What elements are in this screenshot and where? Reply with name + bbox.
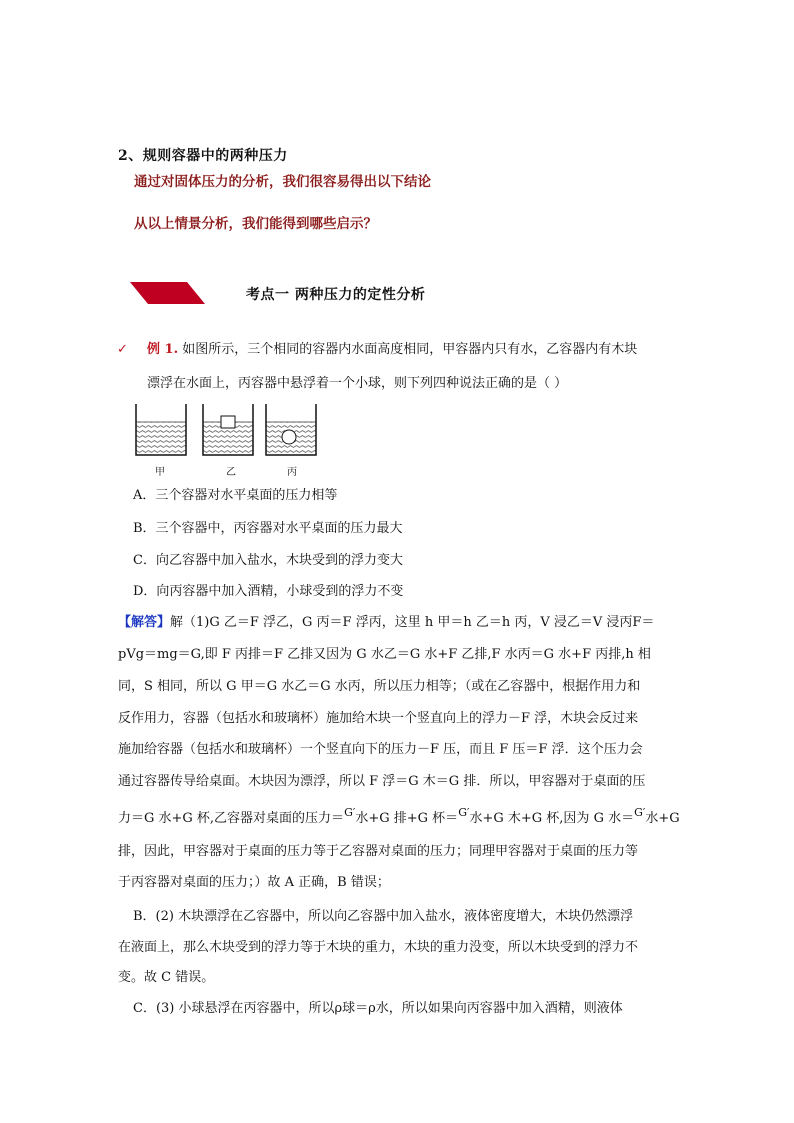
inspiration-line: 从以上情景分析，我们能得到哪些启示？ — [134, 216, 377, 232]
answer-line-2: pVg＝mg＝G,即 F 丙排＝F 乙排又因为 G 水乙＝G 水+F 乙排,F 水丙＝G 水+F 丙排,h 相 — [118, 647, 651, 662]
beaker-bing — [265, 404, 317, 456]
example-label: 例 1. — [147, 342, 179, 357]
formula-part-3: 水+G 木+G 杯,因为 G 水＝ — [469, 811, 635, 826]
kaodian-title: 考点一 两种压力的定性分析 — [246, 287, 426, 303]
kaodian-banner — [130, 282, 205, 304]
option-b: B．三个容器中，丙容器对水平桌面的压力最大 — [133, 521, 403, 536]
beaker-label-yi: 乙 — [226, 467, 236, 478]
answer-line-4: 反作用力，容器（包括水和玻璃杯）施加给木块一个竖直向上的浮力－F 浮，木块会反过来 — [118, 711, 639, 726]
answer-line-7: 排，因此，甲容器对于桌面的压力等于乙容器对桌面的压力；同理甲容器对于桌面的压力等 — [118, 844, 639, 859]
formula-part-1: 力＝G 水+G 杯,乙容器对桌面的压力＝ — [118, 811, 345, 826]
answer-text-1: 解（1)G 乙＝F 浮乙，G 丙＝F 浮丙，这里 h 甲＝h 乙＝h 丙，V 浸乙＝V 浸丙F＝ — [170, 615, 655, 630]
answer-line-1 — [118, 616, 654, 629]
option-d: D．向丙容器中加入酒精，小球受到的浮力不变 — [133, 584, 404, 599]
section-title: 2、规则容器中的两种压力 — [118, 148, 288, 164]
option-a: A．三个容器对水平桌面的压力相等 — [133, 488, 338, 503]
conclusion-line: 通过对固体压力的分析，我们很容易得出以下结论 — [134, 174, 431, 190]
formula-g-prime-1: G′ — [344, 806, 356, 819]
answer-line-6: 通过容器传导给桌面。木块因为漂浮，所以 F 浮＝G 木＝G 排．所以，甲容器对于桌面的压 — [118, 774, 646, 789]
example-text-1: 如图所示，三个相同的容器内水面高度相同，甲容器内只有水，乙容器内有木块 — [178, 342, 638, 357]
answer-line-3: 同，S 相同，所以 G 甲＝G 水乙＝G 水丙，所以压力相等；（或在乙容器中，根据作用力和 — [118, 679, 641, 694]
beaker-yi — [202, 404, 254, 456]
formula-part-2: 水+G 排+G 杯＝ — [355, 811, 459, 826]
beaker-jia — [135, 404, 187, 456]
option-c: C．向乙容器中加入盐水，木块受到的浮力变大 — [133, 553, 403, 568]
beaker-label-jia: 甲 — [155, 467, 165, 478]
example-line-1 — [147, 343, 637, 356]
b-line-3: 变。故 C 错误。 — [118, 970, 215, 985]
b-line-2: 在液面上，那么木块受到的浮力等于木块的重力，木块的重力没变，所以木块受到的浮力不 — [118, 940, 639, 955]
answer-label: 【解答】 — [118, 615, 171, 630]
formula-part-4: 水+G — [645, 811, 680, 826]
b-line-1: B．(2) 木块漂浮在乙容器中，所以向乙容器中加入盐水，液体密度增大，木块仍然漂浮 — [133, 909, 634, 924]
c-line-1: C．(3) 小球悬浮在丙容器中，所以ρ球＝ρ水，所以如果向丙容器中加入酒精，则液体 — [133, 1001, 623, 1016]
checkmark-icon: ✓ — [117, 342, 128, 357]
example-line-2: 漂浮在水面上，丙容器中悬浮着一个小球，则下列四种说法正确的是（ ） — [147, 376, 568, 391]
answer-line-5: 施加给容器（包括水和玻璃杯）一个竖直向下的压力－F 压，而且 F 压＝F 浮．这个压力会 — [118, 742, 643, 757]
answer-line-8: 于丙容器对桌面的压力；）故 A 正确，B 错误； — [118, 875, 390, 890]
beaker-label-bing: 丙 — [287, 467, 297, 478]
formula-g-prime-3: G′ — [634, 806, 646, 819]
formula-line — [118, 806, 680, 826]
formula-g-prime-2: G′ — [458, 806, 470, 819]
